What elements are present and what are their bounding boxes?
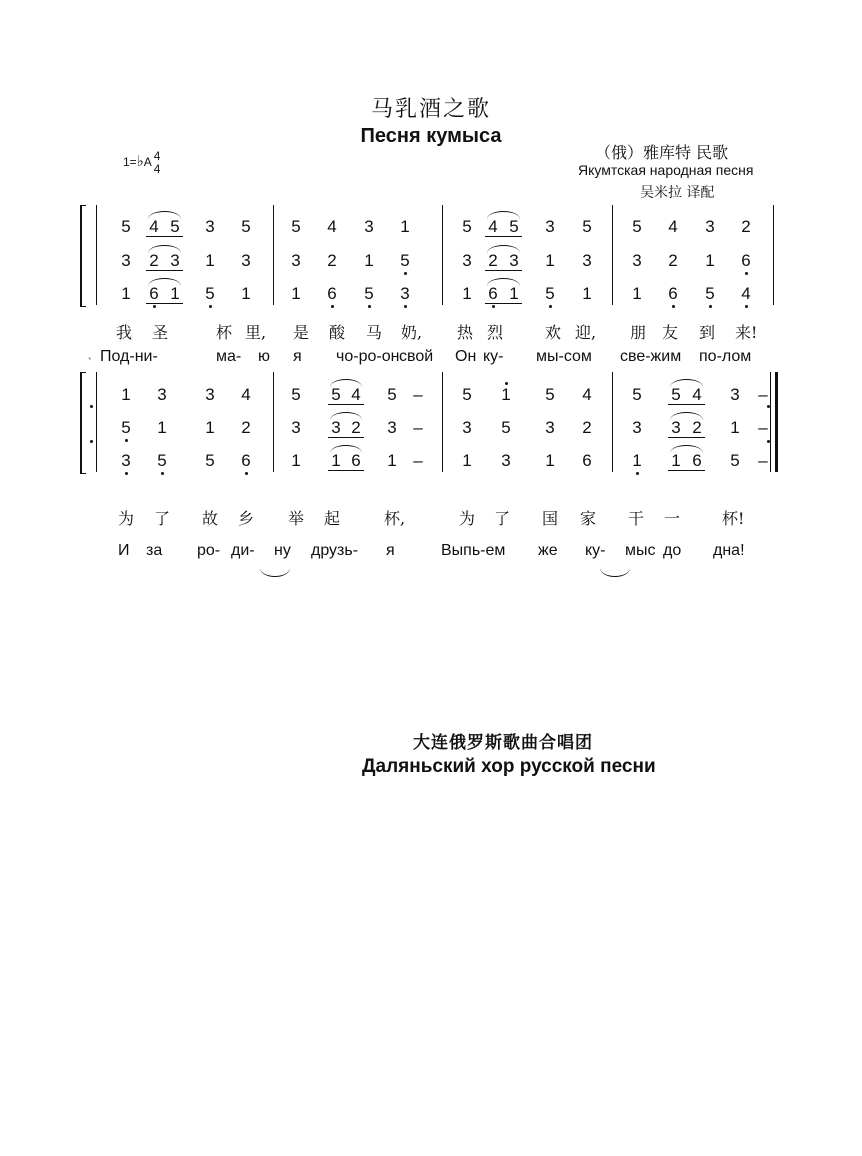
lyric-syllable: све-жим (620, 348, 682, 365)
score-note: 6 (738, 251, 754, 271)
repeat-dot (767, 405, 770, 408)
score-note: 5 (730, 451, 740, 470)
slur-mark (670, 379, 703, 387)
lyric-syllable: же (538, 542, 558, 559)
lyric-syllable: 了 (494, 509, 511, 528)
bar-line (612, 372, 613, 472)
slur-mark (487, 211, 520, 219)
score-note: 6 (351, 451, 361, 470)
lyric-syllable: 杯! (722, 509, 745, 528)
score-note: 2 (327, 251, 337, 270)
eighth-beam (485, 270, 522, 271)
score-note: 1 (705, 251, 715, 270)
lyric-syllable: дна! (713, 542, 745, 559)
score-note: 2 (582, 418, 592, 437)
lyric-syllable: 家 (580, 509, 597, 528)
lyric-syllable: 欢 (545, 323, 562, 342)
lyric-syllable: ку- (483, 348, 504, 365)
score-note: 3 (730, 385, 740, 404)
score-note: 1 (364, 251, 374, 270)
repeat-dot (767, 440, 770, 443)
lyric-syllable: 里, (245, 323, 267, 342)
score-note: 1 (498, 385, 514, 405)
lyric-syllable: 到 (699, 323, 716, 342)
lyric-syllable: 马 (366, 323, 383, 342)
score-note: 5 (361, 284, 377, 304)
score-note: 5 (702, 284, 718, 304)
bar-line (273, 372, 274, 472)
score-note: 2 (149, 251, 159, 270)
eighth-beam (668, 470, 705, 471)
repeat-dot (90, 405, 93, 408)
bar-line (442, 372, 443, 472)
score-note: 2 (488, 251, 498, 270)
lyric-tie (260, 568, 290, 577)
staff-line (96, 205, 97, 305)
slur-mark (148, 278, 181, 286)
score-note: – (413, 451, 423, 470)
score-note: 5 (542, 284, 558, 304)
score-note: 4 (738, 284, 754, 304)
score-note: 2 (741, 217, 751, 236)
lyric-syllable: по-лом (699, 348, 752, 365)
slur-mark (487, 245, 520, 253)
slur-mark (330, 379, 362, 387)
time-bottom: 4 (153, 162, 161, 176)
score-note: 3 (118, 451, 134, 471)
score-note: 1 (241, 284, 251, 303)
score-note: 5 (387, 385, 397, 404)
score-note: 3 (705, 217, 715, 236)
score-note: 3 (462, 418, 472, 437)
lyric-syllable: 朋 (630, 323, 647, 342)
title-russian: Песня кумыса (360, 125, 502, 147)
score-note: 1 (205, 418, 215, 437)
repeat-dot (90, 440, 93, 443)
lyric-syllable: 杯 (216, 323, 233, 342)
score-note: 5 (671, 385, 681, 404)
score-note: 5 (170, 217, 180, 236)
score-note: 6 (485, 284, 501, 304)
eighth-beam (668, 437, 705, 438)
score-note: 3 (291, 251, 301, 270)
score-note: 3 (364, 217, 374, 236)
lyric-syllable: 了 (154, 509, 171, 528)
score-note: 3 (387, 418, 397, 437)
score-note: 2 (351, 418, 361, 437)
lyric-syllable: я (293, 348, 302, 365)
lyric-syllable: за (146, 542, 163, 559)
eighth-beam (146, 303, 183, 304)
score-note: 5 (632, 217, 642, 236)
score-note: – (758, 385, 768, 404)
score-note: 6 (665, 284, 681, 304)
choir-name-russian: Даляньский хор русской песни (362, 756, 656, 777)
lyric-syllable: до (663, 542, 682, 559)
score-note: 5 (291, 217, 301, 236)
score-note: 2 (241, 418, 251, 437)
score-note: 1 (205, 251, 215, 270)
key-letter: A (143, 155, 152, 170)
time-signature (154, 150, 161, 176)
score-note: 3 (205, 217, 215, 236)
lyric-syllable: свой (399, 348, 434, 365)
score-note: 2 (692, 418, 702, 437)
lyric-syllable: ди- (231, 542, 255, 559)
score-note: 3 (462, 251, 472, 270)
score-note: 5 (462, 217, 472, 236)
lyric-syllable: ку- (585, 542, 606, 559)
score-note: 1 (291, 284, 301, 303)
lyric-syllable: ро- (197, 542, 221, 559)
arranger-credit: 吴米拉 译配 (640, 185, 715, 201)
lyric-syllable: 为 (459, 509, 476, 528)
bar-line (612, 205, 613, 305)
score-note: 4 (692, 385, 702, 404)
score-note: 3 (582, 251, 592, 270)
lyric-syllable: 友 (662, 323, 679, 342)
key-prefix: 1= (123, 155, 137, 170)
score-note: 1 (509, 284, 519, 303)
lyric-syllable: 乡 (238, 509, 255, 528)
slur-mark (330, 445, 362, 453)
lyric-syllable: ма- (216, 348, 242, 365)
choir-name-chinese: 大连俄罗斯歌曲合唱团 (413, 733, 593, 753)
eighth-beam (146, 236, 183, 237)
score-note: 1 (291, 451, 301, 470)
slur-mark (148, 245, 181, 253)
score-note: 5 (118, 418, 134, 438)
lyric-syllable: 举 (288, 509, 305, 528)
score-note: 1 (632, 284, 642, 303)
lyric-syllable: 烈 (487, 323, 504, 342)
eighth-beam (328, 437, 364, 438)
score-note: 6 (324, 284, 340, 304)
lyric-marker: ˎ (88, 346, 92, 360)
score-note: 2 (668, 251, 678, 270)
score-note: 3 (671, 418, 681, 437)
eighth-beam (328, 470, 364, 471)
score-note: 4 (241, 385, 251, 404)
lyric-syllable: Под-ни- (100, 348, 158, 365)
lyric-syllable: 起 (324, 509, 341, 528)
eighth-beam (328, 404, 364, 405)
flat-symbol: ♭ (136, 153, 144, 171)
score-note: 3 (157, 385, 167, 404)
score-note: 6 (582, 451, 592, 470)
lyric-tie (600, 568, 630, 577)
system-bracket (80, 372, 86, 474)
lyric-syllable: 我 (116, 323, 133, 342)
lyric-syllable: 国 (542, 509, 559, 528)
lyric-syllable: Выпь-ем (441, 542, 506, 559)
bar-line (273, 205, 274, 305)
score-note: 3 (241, 251, 251, 270)
lyric-syllable: чо-ро-он (336, 348, 400, 365)
lyric-syllable: 为 (118, 509, 135, 528)
bar-line (773, 205, 774, 305)
eighth-beam (485, 303, 522, 304)
title-chinese: 马乳酒之歌 (370, 97, 491, 122)
score-note: 3 (291, 418, 301, 437)
score-note: 1 (730, 418, 740, 437)
lyric-syllable: мы-сом (536, 348, 592, 365)
score-note: 1 (331, 451, 341, 470)
score-note: 4 (668, 217, 678, 236)
score-note: 5 (154, 451, 170, 471)
score-note: 4 (582, 385, 592, 404)
score-note: 1 (387, 451, 397, 470)
score-note: 5 (121, 217, 131, 236)
score-note: 5 (582, 217, 592, 236)
lyric-syllable: 酸 (329, 323, 346, 342)
eighth-beam (485, 236, 522, 237)
score-note: 3 (509, 251, 519, 270)
score-note: 1 (545, 451, 555, 470)
score-note: 5 (331, 385, 341, 404)
time-top: 4 (153, 149, 161, 163)
score-note: 3 (121, 251, 131, 270)
score-note: – (758, 451, 768, 470)
origin-chinese: （俄）雅库特 民歌 (595, 143, 729, 162)
score-note: 3 (205, 385, 215, 404)
score-note: 3 (545, 217, 555, 236)
score-note: 5 (462, 385, 472, 404)
score-note: 1 (629, 451, 645, 471)
lyric-syllable: ну (274, 542, 291, 559)
score-note: 4 (488, 217, 498, 236)
lyric-syllable: 干 (628, 509, 645, 528)
score-note: 3 (170, 251, 180, 270)
score-note: 5 (205, 451, 215, 470)
lyric-syllable: ю (258, 348, 270, 365)
score-note: 5 (509, 217, 519, 236)
lyric-syllable: 热 (457, 323, 474, 342)
score-note: 1 (170, 284, 180, 303)
score-note: 5 (291, 385, 301, 404)
score-note: 6 (238, 451, 254, 471)
lyric-syllable: 圣 (152, 323, 169, 342)
eighth-beam (668, 404, 705, 405)
score-note: 5 (202, 284, 218, 304)
score-note: 1 (462, 451, 472, 470)
lyric-syllable: 迎, (575, 323, 597, 342)
score-note: 5 (545, 385, 555, 404)
lyric-syllable: И (118, 542, 130, 559)
system-bracket (80, 205, 86, 307)
bar-line (442, 205, 443, 305)
staff-line (96, 372, 97, 472)
slur-mark (148, 211, 181, 219)
eighth-beam (146, 270, 183, 271)
score-note: 1 (157, 418, 167, 437)
score-note: 4 (149, 217, 159, 236)
score-note: 3 (632, 418, 642, 437)
score-note: 6 (692, 451, 702, 470)
score-note: 5 (397, 251, 413, 271)
lyric-syllable: я (386, 542, 395, 559)
lyric-syllable: 是 (293, 323, 310, 342)
score-note: 3 (545, 418, 555, 437)
score-note: 5 (501, 418, 511, 437)
key-signature (123, 150, 160, 176)
slur-mark (670, 445, 703, 453)
final-bar-thin (770, 372, 771, 472)
score-note: 1 (121, 284, 131, 303)
final-bar-thick (775, 372, 778, 472)
lyric-syllable: Он (455, 348, 477, 365)
slur-mark (487, 278, 520, 286)
score-note: 1 (400, 217, 410, 236)
score-note: 5 (241, 217, 251, 236)
score-note: 1 (545, 251, 555, 270)
score-note: 4 (351, 385, 361, 404)
origin-russian: Якумтская народная песня (578, 162, 754, 178)
lyric-syllable: 故 (202, 509, 219, 528)
score-note: – (413, 418, 423, 437)
score-note: – (413, 385, 423, 404)
score-note: 1 (582, 284, 592, 303)
lyric-syllable: друзь- (311, 542, 359, 559)
score-note: 3 (501, 451, 511, 470)
score-note: – (758, 418, 768, 437)
lyric-syllable: 来! (735, 323, 758, 342)
score-note: 6 (146, 284, 162, 304)
score-note: 3 (632, 251, 642, 270)
lyric-syllable: 奶, (401, 323, 423, 342)
lyric-syllable: 一 (664, 509, 681, 528)
score-note: 3 (331, 418, 341, 437)
score-note: 1 (462, 284, 472, 303)
slur-mark (330, 412, 362, 420)
score-note: 3 (397, 284, 413, 304)
score-note: 4 (327, 217, 337, 236)
score-note: 1 (121, 385, 131, 404)
slur-mark (670, 412, 703, 420)
lyric-syllable: 杯, (384, 509, 406, 528)
score-note: 5 (632, 385, 642, 404)
score-note: 1 (671, 451, 681, 470)
lyric-syllable: мыс (625, 542, 656, 559)
